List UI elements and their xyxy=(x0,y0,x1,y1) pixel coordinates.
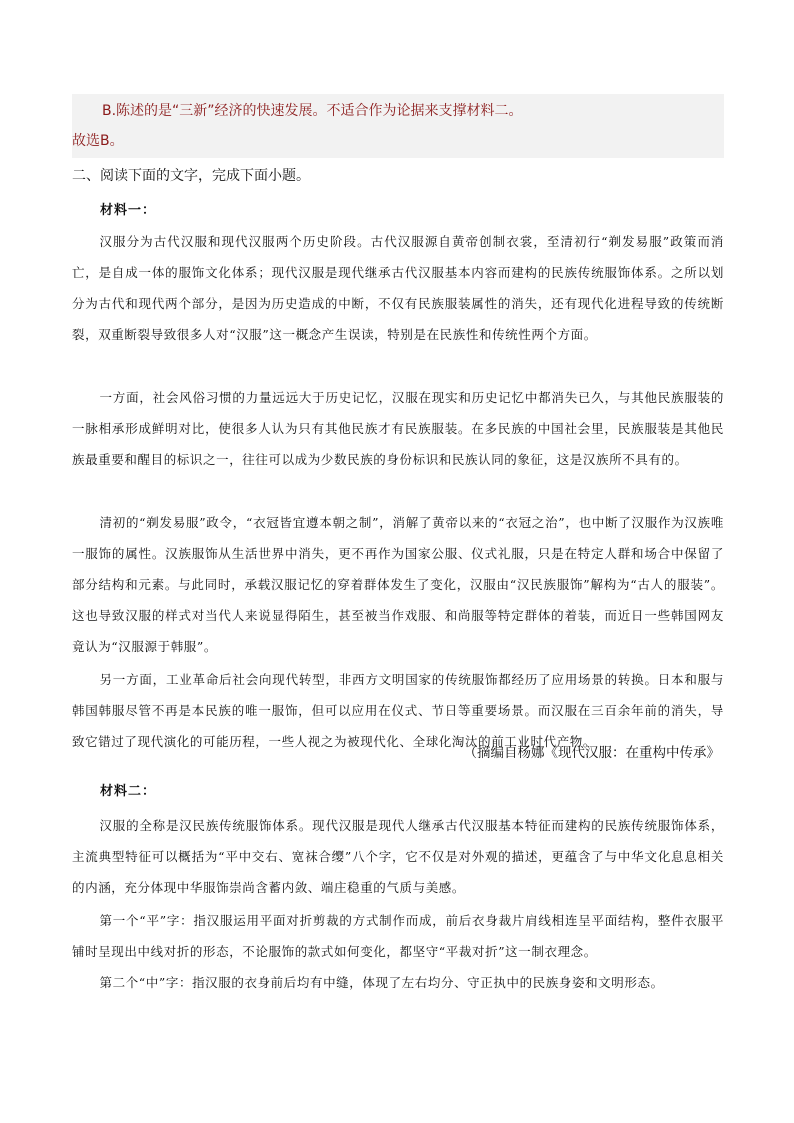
material-2-paragraph-1: 汉服的全称是汉民族传统服饰体系。现代汉服是现代人继承古代汉服基本特征而建构的民族传统服饰体系，主流典型特征可以概括为“平中交右、宽袜合缨”八个字，它不仅是对外观的描述，更蕴含了与中华文化息息相关的内涵，充分体现中华服饰崇尚含蓄内敛、端庄稳重的气质与美感。 xyxy=(72,818,724,895)
material-1-paragraph-4: 另一方面，工业革命后社会向现代转型，非西方文明国家的传统服饰都经历了应用场景的转换。日本和服与韩国韩服尽管不再是本民族的唯一服饰，但可以应用在仪式、节日等重要场景。而汉服在三百余年前的消失，导致它错过了现代演化的可能历程，一些人视之为被现代化、全球化淘汰的前工业时代产物。 xyxy=(72,672,724,749)
material-2-title: 材料二： xyxy=(100,784,157,799)
material-1-paragraph-1: 汉服分为古代汉服和现代汉服两个历史阶段。古代汉服源自黄帝创制衣裳，至清初行“剃发易服”政策而消亡，是自成一体的服饰文化体系；现代汉服是现代继承古代汉服基本内容而建构的民族传统服饰体系。之所以划分为古代和现代两个部分，是因为历史造成的中断，不仅有民族服装属性的消失，还有现代化进程导致的传统断裂，双重断裂导致很多人对“汉服”这一概念产生误读，特别是在民族性和传统性两个方面。 xyxy=(72,234,724,342)
answer-line-1: B.陈述的是“三新”经济的快速发展。不适合作为论据来支撑材料二。 xyxy=(102,103,523,119)
material-1-paragraph-3: 清初的“剃发易服”政令，“衣冠皆宜遵本朝之制”，消解了黄帝以来的“衣冠之治”，也中断了汉服作为汉族唯一服饰的属性。汉族服饰从生活世界中消失，更不再作为国家公服、仪式礼服，只是在特定人群和场合中保留了部分结构和元素。与此同时，承载汉服记忆的穿着群体发生了变化，汉服由“汉民族服饰”解构为“古人的服装”。这也导致汉服的样式对当代人来说显得陌生，甚至被当作戏服、和尚服等特定群体的着装，而近日一些韩国网友竟认为“汉服源于韩服”。 xyxy=(72,515,724,654)
material-1-source: （摘编自杨娜《现代汉服：在重构中传承》 xyxy=(463,745,720,761)
material-1-paragraph-2: 一方面，社会风俗习惯的力量远远大于历史记忆，汉服在现实和历史记忆中都消失已久，与其他民族服装的一脉相承形成鲜明对比，使很多人认为只有其他民族才有民族服装。在多民族的中国社会里，民族服装是其他民族最重要和醒目的标识之一，往往可以成为少数民族的身份标识和民族认同的象征，这是汉族所不具有的。 xyxy=(72,390,724,467)
section-heading: 二、阅读下面的文字，完成下面小题。 xyxy=(72,168,310,184)
material-1-title: 材料一： xyxy=(100,203,157,218)
material-2-paragraph-3: 第二个“中”字：指汉服的衣身前后均有中缝，体现了左右均分、守正执中的民族身姿和文明形态。 xyxy=(99,975,664,990)
material-2-paragraph-2: 第一个“平”字：指汉服运用平面对折剪裁的方式制作而成，前后衣身裁片肩线相连呈平面结构，整件衣服平铺时呈现出中线对折的形态，不论服饰的款式如何变化，都坚守“平裁对折”这一制衣理念。 xyxy=(72,913,724,959)
answer-line-2: 故选B。 xyxy=(72,133,124,149)
